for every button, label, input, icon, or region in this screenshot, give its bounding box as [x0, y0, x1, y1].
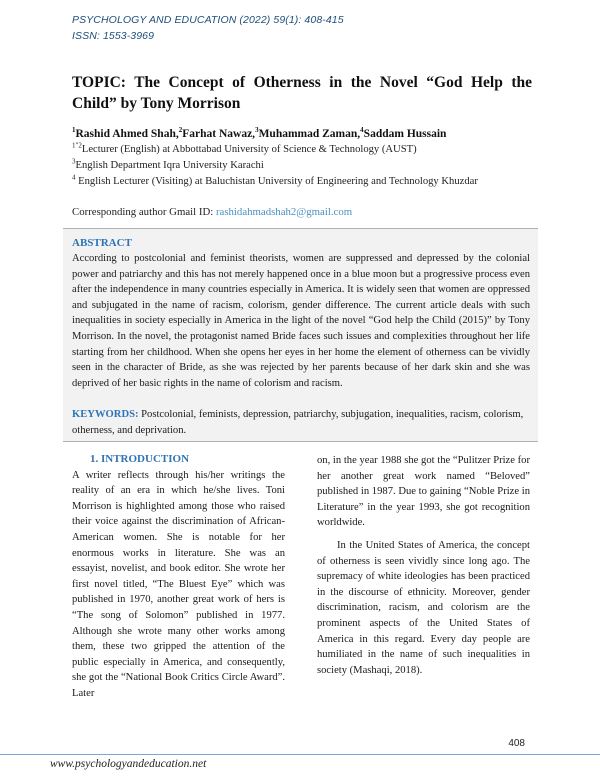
left-column: [72, 452, 285, 702]
paper-title: TOPIC: The Concept of Otherness in the Novel “God Help the Child” by Tony Morrison: [72, 74, 532, 112]
introduction-paragraph-2: In the United States of America, the concept of otherness is seen vividly since long ago. The supremacy of white ideologies has been practiced in the discourse of ethnicity. Moreover, gender discrimination, racism, and colorism are the prominent aspects of the United States of America in this regard. Every day people are humiliated in the name of such inequalities in society (Mashaqi, 2018).: [317, 539, 530, 676]
author-3-sup: 3: [255, 126, 259, 135]
introduction-heading: 1. INTRODUCTION: [90, 453, 190, 465]
author-1: Rashid Ahmed Shah,: [75, 128, 179, 140]
journal-header: PSYCHOLOGY AND EDUCATION (2022) 59(1): 408-415: [72, 14, 344, 26]
introduction-paragraph-1: A writer reflects through his/her writings the reality of an era in which he/she lives. Toni Morrison is highlighted among those who raised their voice against the discrimination of African-American women. She is notable for her enormous works in literature. She was an essayist, novelist, and book editor. She wrote her first novel titled, “The Bluest Eye” which was published in 1970, another great work of hers is “The song of Solomon” published in 1977. Although she wrote many other works among them, these two gripped the attention of the public especially in America, and consequently, she got the “National Book Critics Circle Award”. Later: [72, 469, 285, 699]
affiliation-2-text: English Department Iqra University Karachi: [75, 160, 264, 171]
author-2: Farhat Nawaz,: [182, 128, 256, 140]
affiliation-3-text: English Lecturer (Visiting) at Baluchistan University of Engineering and Technology Khuzdar: [75, 176, 478, 187]
author-2-sup: 2: [178, 126, 183, 135]
affiliation-1: [72, 141, 417, 155]
corresponding-label: Corresponding author Gmail ID:: [72, 206, 216, 218]
author-1-sup: 1: [72, 126, 76, 135]
abstract-text: According to postcolonial and feminist theorists, women are suppressed and depressed by the colonial power and patriarchy and this has not merely happened once in a blue moon but a progressive process even after the independence in many countries especially in America. It is widely seen that women are oppressed and subjugated in the name of racism, colorism, gender difference. The current article deals with such inequalities in society especially in America in the light of the novel “God help the Child (2015)” by Tony Morrison. In the novel, the protagonist named Bride faces such issues and complexities throughout her life starting from her childhood. When she opens her eyes in her home the element of otherness can be vividly seen in the character of Bride, as she was rejected by her parents because of her dark skin and she was deprived of her basic rights in the name of colorism and racism.: [72, 253, 530, 389]
right-column: [317, 453, 530, 678]
issn-header: ISSN: 1553-3969: [72, 30, 155, 42]
journal-website: www.psychologyandeducation.net: [50, 758, 207, 770]
author-4-sup: 4: [360, 126, 364, 135]
keywords: [72, 407, 530, 438]
footer-divider: [0, 754, 600, 755]
affiliation-3: [72, 173, 478, 187]
affiliation-2-sup: 3: [72, 157, 76, 166]
corresponding-author: [72, 206, 352, 218]
keywords-label: KEYWORDS:: [72, 409, 139, 420]
affiliation-1-sup: 1"2: [72, 141, 82, 150]
keywords-text: Postcolonial, feminists, depression, patriarchy, subjugation, inequalities, racism, colorism, otherness, and deprivation.: [72, 409, 524, 436]
corresponding-email-link[interactable]: rashidahmadshah2@gmail.com: [215, 206, 353, 218]
introduction-paragraph-1-continued: on, in the year 1988 she got the “Pulitzer Prize for her another great work named “Beloved” published in 1987. Due to gaining “Noble Prize in Literature” in the year 1993, she got recognition worldwide.: [317, 455, 530, 529]
affiliation-1-text: Lecturer (English) at Abbottabad University of Science & Technology (AUST): [81, 144, 417, 155]
author-list: [72, 128, 446, 140]
affiliation-3-sup: 4: [72, 173, 76, 182]
author-4: Saddam Hussain: [363, 128, 447, 140]
author-3: Muhammad Zaman,: [258, 128, 361, 140]
page-number: 408: [508, 738, 525, 749]
affiliation-2: [72, 157, 264, 171]
abstract-heading: ABSTRACT: [72, 237, 132, 249]
